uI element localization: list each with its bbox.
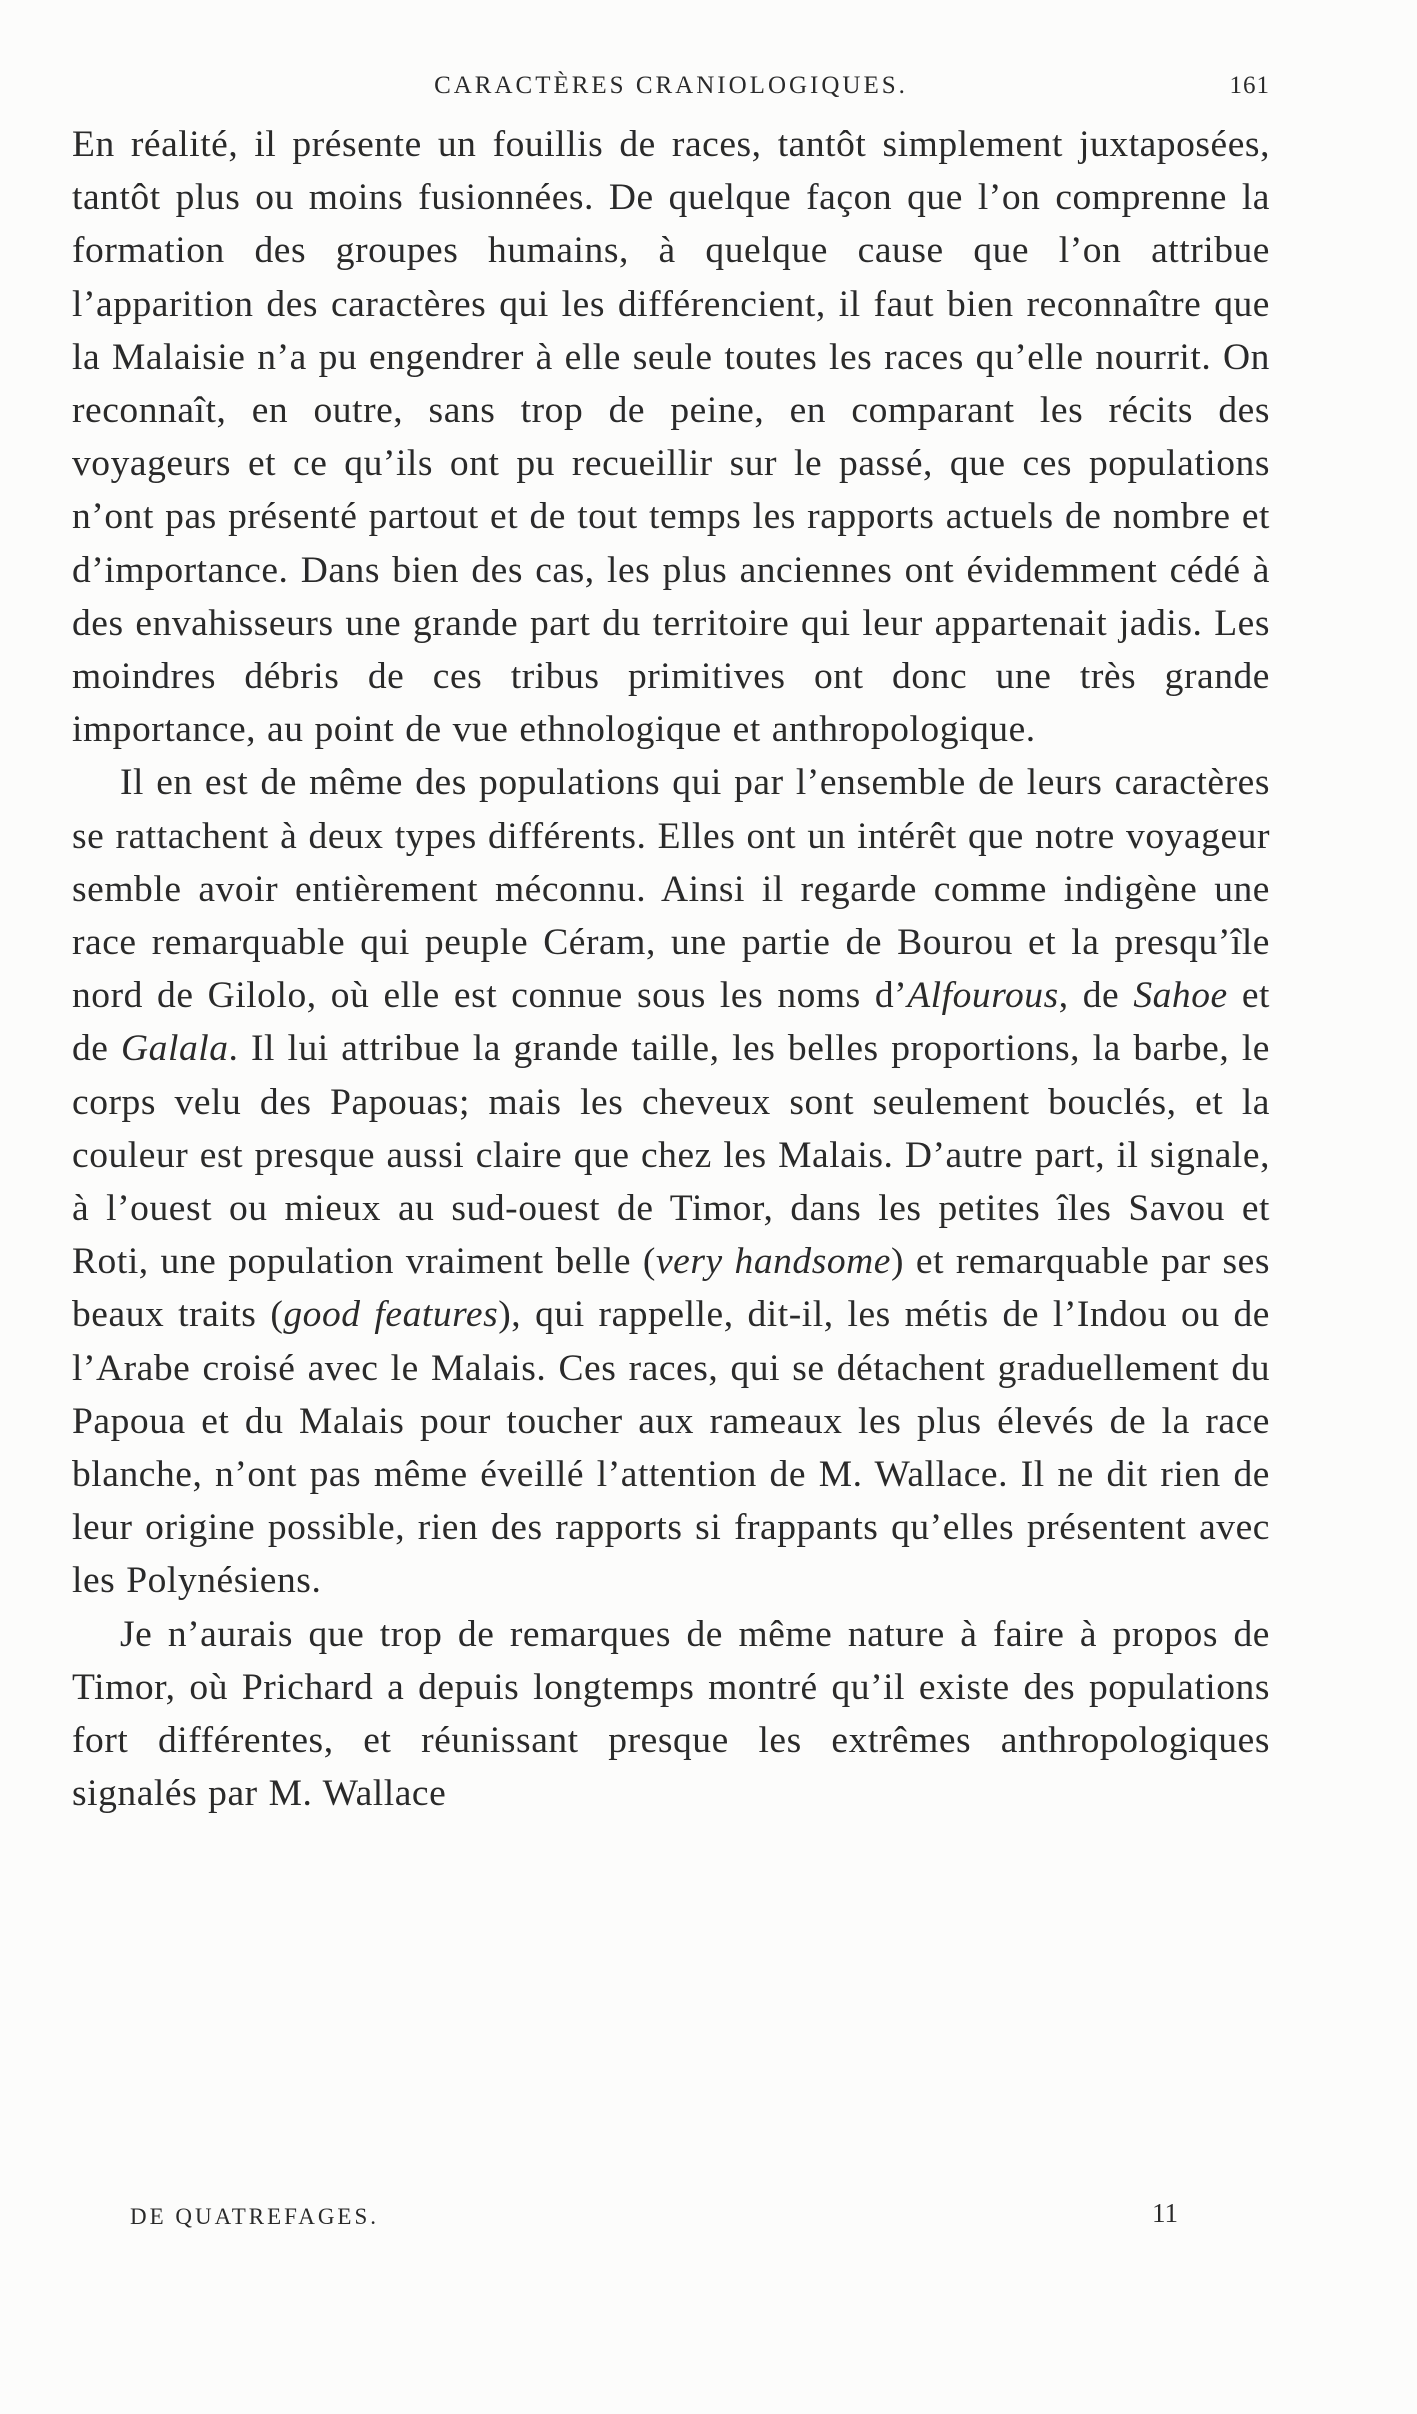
text-run: ) et remarquable par ses beaux traits ( [72, 1241, 1271, 1336]
running-title: CARACTÈRES CRANIOLOGIQUES. [434, 72, 908, 99]
paragraph-2 [72, 756, 1270, 1607]
signature-mark: DE QUATREFAGES. [130, 2204, 380, 2229]
page-number: 161 [1229, 72, 1270, 99]
italic-term: good features [283, 1294, 499, 1336]
text-run: Il en est de même des populations qui par l’ensemble de leurs caractères se rattachent à deux types différents. Elles ont un intérêt que notre voyageur semble avoir entièrement méconnu. Ainsi il regarde comme indigène une race remarquable qui peuple Céram, une partie de Bourou et la presqu’île nord de Gilolo, où elle est connue sous les noms d’ [72, 762, 1270, 1017]
text-run: Je n’aurais que trop de remarques de même nature à faire à propos de Timor, où Prichard a depuis longtemps montré qu’il existe des populations fort différentes, et réunissant presque les extrêmes anthropologiques signalés par M. Wallace [72, 1613, 1270, 1815]
text-run: ), qui rappelle, dit-il, les métis de l’Indou ou de l’Arabe croisé avec le Malais. Ces races, qui se détachent graduellement du Papoua et du Malais pour toucher aux rameaux les plus élevés de la race blanche, n’ont pas même éveillé l’attention de M. Wallace. Il ne dit rien de leur origine possible, rien des rapports si frappants qu’elles présentent avec les Polynésiens. [72, 1294, 1270, 1602]
page-header [72, 68, 1270, 108]
italic-term: Alfourous [907, 975, 1059, 1017]
italic-term: very handsome [655, 1241, 891, 1283]
text-run: En réalité, il présente un fouillis de races, tantôt simplement juxtaposées, tantôt plus ou moins fusionnées. De quelque façon que l’on comprenne la formation des groupes humains, à quelque cause que l’on attribue l’apparition des caractères qui les différencient, il faut bien reconnaître que la Malaisie n’a pu engendrer à elle seule toutes les races qu’elle nourrit. On reconnaît, en outre, sans trop de peine, en comparant les récits des voyageurs et ce qu’ils ont pu recueillir sur le passé, que ces populations n’ont pas présenté partout et de tout temps les rapports actuels de nombre et d’importance. Dans bien des cas, les plus anciennes ont évidemment cédé à des envahisseurs une grande part du territoire qui leur appartenait jadis. Les moindres débris de ces tribus primitives ont donc une très grande importance, au point de vue ethnologique et anthropologique. [72, 124, 1270, 751]
sheet-number: 11 [1152, 2198, 1178, 2228]
paragraph-1 [72, 118, 1270, 756]
text-run: , de [1058, 975, 1134, 1017]
text-run: et de [72, 975, 1270, 1070]
italic-term: Sahoe [1133, 975, 1228, 1017]
body-text [72, 118, 1270, 1821]
paragraph-3 [72, 1608, 1270, 1821]
text-run: . Il lui attribue la grande taille, les belles proportions, la barbe, le corps velu des Papouas; mais les cheveux sont seulement bouclés, et la couleur est presque aussi claire que chez les Malais. D’autre part, il signale, à l’ouest ou mieux au sud-ouest de Timor, dans les petites îles Savou et Roti, une population vraiment belle ( [72, 1028, 1270, 1283]
page-footer [72, 2198, 1270, 2238]
italic-term: Galala [121, 1028, 229, 1070]
